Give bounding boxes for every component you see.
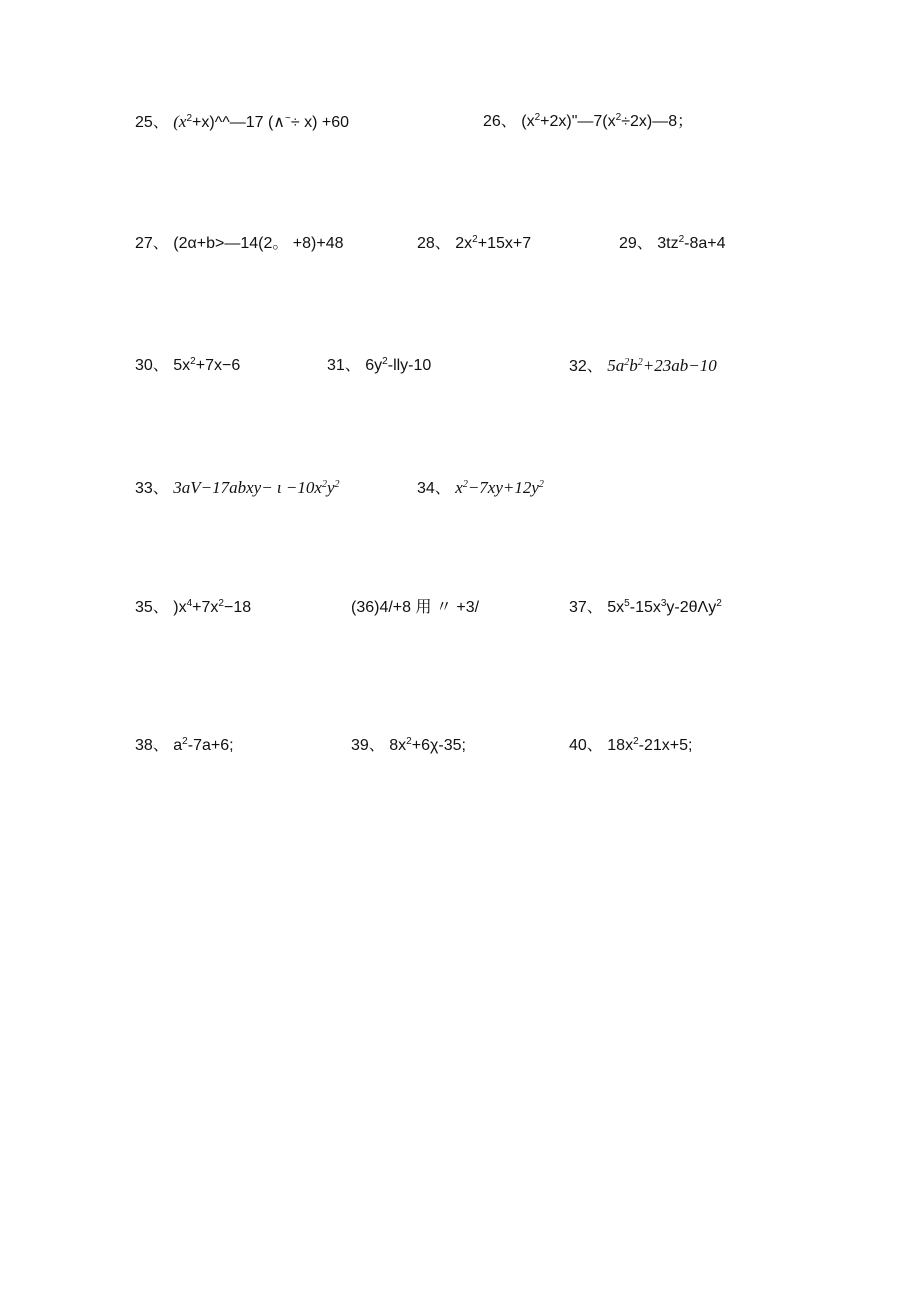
expr-part: 2x	[455, 235, 473, 252]
problem-number: 32、	[569, 358, 603, 375]
problem-28	[417, 234, 531, 254]
problem-34	[417, 478, 544, 499]
problem-expression	[455, 235, 531, 252]
exponent: 2	[218, 598, 224, 609]
expr-part: -7a+6;	[187, 737, 234, 754]
problem-number: 33、	[135, 480, 169, 497]
problem-37	[569, 598, 722, 618]
problem-31	[327, 356, 431, 376]
exponent: 2	[472, 234, 478, 245]
expr-part: +7x	[192, 599, 219, 616]
expr-part: +15x+7	[477, 235, 532, 252]
problem-expression: (2α+b>—14(2。 +8)+48	[173, 235, 344, 252]
exponent: 2	[406, 736, 412, 747]
problem-expression	[389, 737, 466, 754]
problem-number: 37、	[569, 599, 603, 616]
problem-expression	[365, 357, 431, 374]
tilde-mark: ~	[285, 113, 291, 124]
expr-part: b	[629, 356, 638, 375]
expr-part: 18x	[607, 737, 634, 754]
problem-number: (36)	[351, 599, 380, 616]
problem-expression	[173, 599, 251, 616]
expr-part: x	[455, 478, 463, 497]
problem-32	[569, 356, 717, 377]
problem-number: 34、	[417, 480, 451, 497]
problem-expression	[521, 113, 693, 130]
expr-part: y-2θΛy	[666, 599, 717, 616]
problem-expression	[173, 357, 240, 374]
expr-part: ÷ x) +60	[290, 114, 349, 131]
exponent: 2	[182, 736, 188, 747]
problem-30	[135, 356, 240, 376]
problem-expression	[607, 599, 722, 616]
problem-39	[351, 736, 466, 756]
problem-expression	[607, 356, 716, 375]
problem-number: 38、	[135, 737, 169, 754]
exponent: 2	[382, 356, 388, 367]
exponent: 2	[637, 357, 643, 368]
problem-expression	[173, 737, 233, 754]
expr-part: y	[326, 478, 335, 497]
expr-part: +2x)"—7(x	[540, 113, 616, 130]
expr-part: 5x	[173, 357, 191, 374]
expr-part: ÷2x)—8；	[621, 113, 694, 130]
exponent: 2	[321, 479, 327, 490]
exponent: 2	[190, 356, 196, 367]
expr-part: 5x	[607, 599, 625, 616]
problem-expression: 4/+8 用 〃 +3/	[379, 599, 480, 616]
problem-40	[569, 736, 692, 756]
expr-part: 5a	[607, 356, 625, 375]
problem-number: 29、	[619, 235, 653, 252]
exponent: 2	[462, 479, 468, 490]
problem-38	[135, 736, 234, 756]
exponent: 2	[678, 234, 685, 245]
problem-expression	[607, 737, 692, 754]
exponent: 2	[716, 598, 722, 609]
expr-part: (x	[173, 112, 187, 131]
expr-part: +23ab−10	[642, 356, 717, 375]
problem-number: 27、	[135, 235, 169, 252]
exponent: 2	[186, 113, 193, 124]
expr-part: 3tz	[657, 235, 679, 252]
expr-part: 6y	[365, 357, 383, 374]
expr-part: +x)^^—17 (∧	[192, 114, 286, 131]
expr-part: 3aV−17abxy− ι −10x	[173, 478, 322, 497]
expr-part: +6χ-35;	[411, 737, 466, 754]
problem-27	[135, 234, 344, 254]
expr-part: -21x+5;	[638, 737, 693, 754]
exponent: 2	[534, 112, 541, 123]
problem-35	[135, 598, 251, 618]
exponent: 2	[633, 736, 639, 747]
exponent: 3	[660, 598, 667, 609]
expr-part: a	[173, 737, 183, 754]
problem-36	[351, 598, 479, 618]
exponent: 2	[624, 357, 630, 368]
problem-number: 30、	[135, 357, 169, 374]
problem-expression	[657, 235, 725, 252]
problem-expression	[173, 478, 339, 497]
exponent: 4	[186, 598, 193, 609]
expr-part: -15x	[629, 599, 661, 616]
expr-part: )x	[173, 599, 187, 616]
expr-part: +7x−6	[195, 357, 241, 374]
problem-33	[135, 478, 339, 499]
problem-number: 40、	[569, 737, 603, 754]
expr-part: -8a+4	[684, 235, 726, 252]
problem-number: 39、	[351, 737, 385, 754]
problem-expression	[455, 478, 544, 497]
exponent: 2	[334, 479, 340, 490]
problem-25	[135, 112, 349, 133]
problem-number: 28、	[417, 235, 451, 252]
problem-number: 26、	[483, 113, 517, 130]
problem-number: 31、	[327, 357, 361, 374]
problem-29	[619, 234, 726, 254]
problem-expression	[173, 114, 349, 131]
problem-number: 25、	[135, 114, 169, 131]
exponent: 5	[624, 598, 630, 609]
expr-part: −7xy+12y	[467, 478, 539, 497]
expr-part: −18	[223, 599, 252, 616]
exponent: 2	[615, 112, 622, 123]
expr-part: 8x	[389, 737, 407, 754]
expr-part: -lly-10	[387, 357, 432, 374]
problem-26	[483, 112, 693, 132]
exponent: 2	[538, 479, 544, 490]
expr-part: (x	[521, 113, 535, 130]
problem-number: 35、	[135, 599, 169, 616]
